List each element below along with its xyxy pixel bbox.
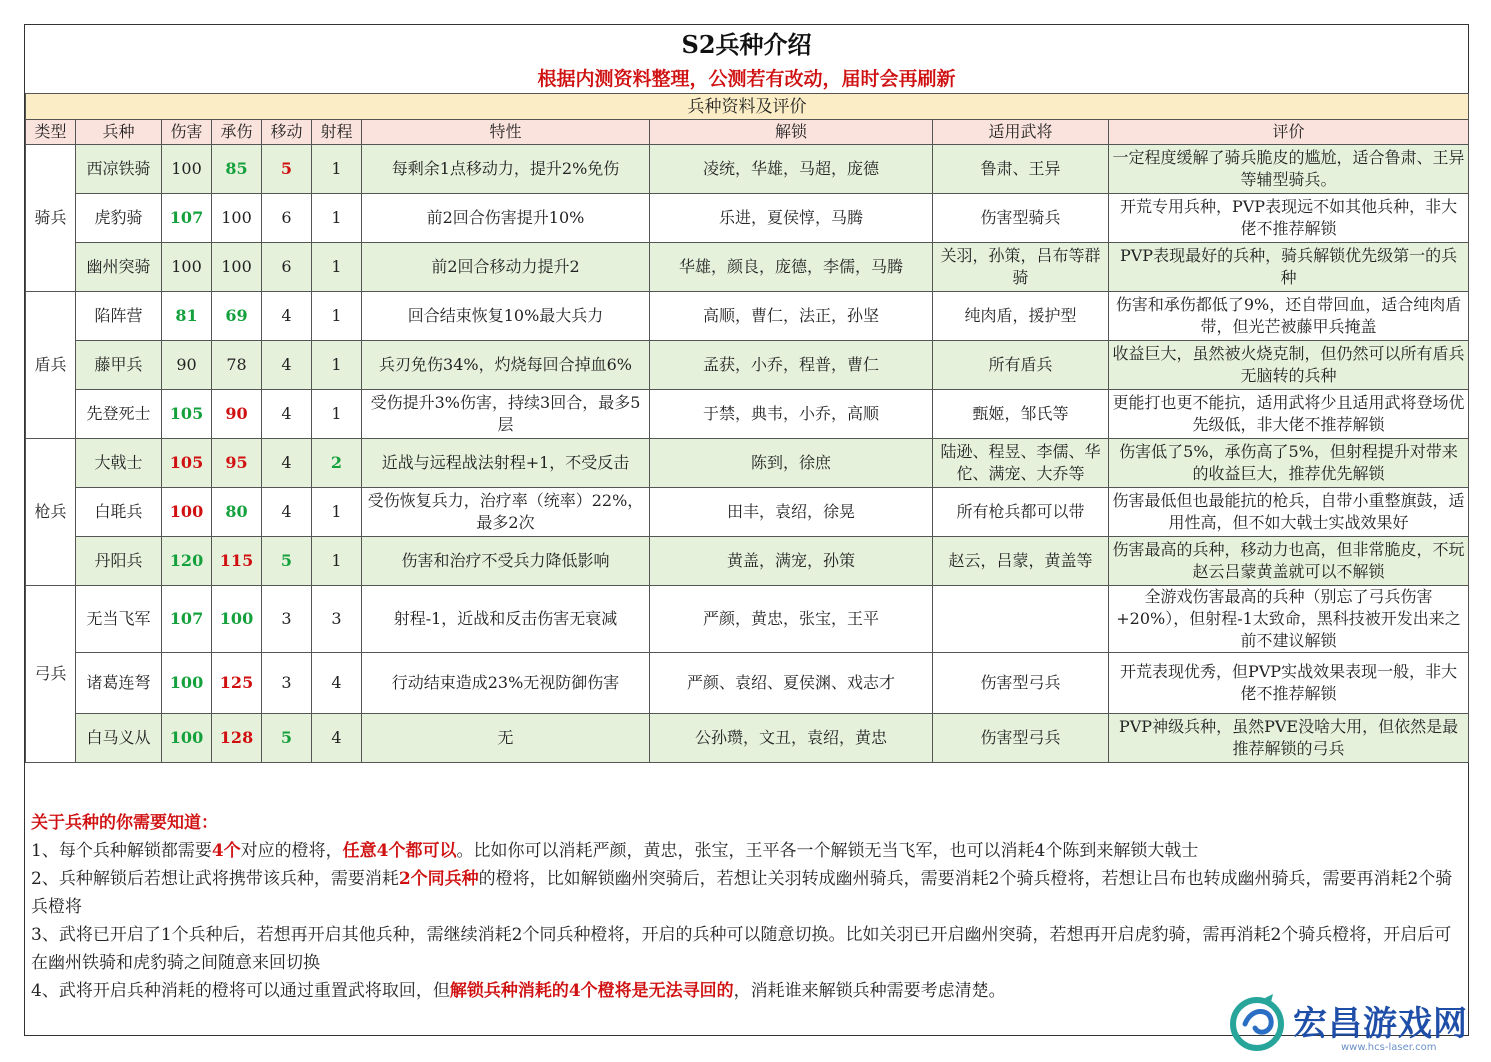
- review-text: PVP神级兵种，虽然PVE没啥大用，但依然是最推荐解锁的弓兵: [1109, 714, 1469, 763]
- damage-value: 81: [162, 292, 212, 341]
- unlock-text: 公孙瓒，文丑，袁绍，黄忠: [650, 714, 933, 763]
- unit-name: 无当飞军: [76, 586, 162, 653]
- range-value: 1: [312, 145, 362, 194]
- column-header: 移动: [262, 120, 312, 145]
- column-header: 解锁: [650, 120, 933, 145]
- review-text: 开荒专用兵种，PVP表现远不如其他兵种，非大佬不推荐解锁: [1109, 194, 1469, 243]
- range-value: 1: [312, 488, 362, 537]
- trait-text: 射程-1，近战和反击伤害无衰减: [362, 586, 650, 653]
- page-title: S2兵种介绍: [681, 30, 812, 59]
- unit-type-cell: 弓兵: [26, 586, 76, 763]
- unlock-text: 陈到，徐庶: [650, 439, 933, 488]
- damage-value: 100: [162, 714, 212, 763]
- move-value: 4: [262, 292, 312, 341]
- move-value: 4: [262, 390, 312, 439]
- unit-type-cell: 骑兵: [26, 145, 76, 292]
- column-header: 适用武将: [933, 120, 1109, 145]
- move-value: 4: [262, 439, 312, 488]
- tank-value: 80: [212, 488, 262, 537]
- range-value: 1: [312, 243, 362, 292]
- range-value: 1: [312, 390, 362, 439]
- damage-value: 105: [162, 390, 212, 439]
- range-value: 4: [312, 653, 362, 714]
- range-value: 1: [312, 292, 362, 341]
- review-text: 伤害最低但也最能抗的枪兵，自带小重整旗鼓，适用性高，但不如大戟士实战效果好: [1109, 488, 1469, 537]
- tank-value: 90: [212, 390, 262, 439]
- trait-text: 无: [362, 714, 650, 763]
- review-text: 更能打也更不能抗，适用武将少且适用武将登场优先级低，非大佬不推荐解锁: [1109, 390, 1469, 439]
- move-value: 3: [262, 586, 312, 653]
- damage-value: 105: [162, 439, 212, 488]
- table-row: [26, 243, 1469, 292]
- trait-text: 回合结束恢复10%最大兵力: [362, 292, 650, 341]
- generals-text: 鲁肃、王异: [933, 145, 1109, 194]
- unit-name: 陷阵营: [76, 292, 162, 341]
- unlock-text: 于禁，典韦，小乔，高顺: [650, 390, 933, 439]
- column-header: 特性: [362, 120, 650, 145]
- trait-text: 行动结束造成23%无视防御伤害: [362, 653, 650, 714]
- move-value: 6: [262, 194, 312, 243]
- damage-value: 90: [162, 341, 212, 390]
- trait-text: 兵刃免伤34%，灼烧每回合掉血6%: [362, 341, 650, 390]
- generals-text: 甄姬，邹氏等: [933, 390, 1109, 439]
- review-text: 一定程度缓解了骑兵脆皮的尴尬，适合鲁肃、王异等辅型骑兵。: [1109, 145, 1469, 194]
- tank-value: 125: [212, 653, 262, 714]
- unit-name: 西凉铁骑: [76, 145, 162, 194]
- trait-text: 伤害和治疗不受兵力降低影响: [362, 537, 650, 586]
- unit-name: 大戟士: [76, 439, 162, 488]
- review-text: 全游戏伤害最高的兵种（别忘了弓兵伤害+20%），但射程-1太致命，黑科技被开发出来之前不建议解锁: [1109, 586, 1469, 653]
- damage-value: 100: [162, 243, 212, 292]
- damage-value: 100: [162, 653, 212, 714]
- unit-name: 白毦兵: [76, 488, 162, 537]
- column-header: 评价: [1109, 120, 1469, 145]
- table-row: [26, 145, 1469, 194]
- damage-value: 100: [162, 488, 212, 537]
- site-watermark: [1221, 988, 1481, 1058]
- table-row: [26, 341, 1469, 390]
- section-title: 兵种资料及评价: [26, 94, 1469, 120]
- unlock-text: 田丰，袁绍，徐晃: [650, 488, 933, 537]
- table-row: [26, 537, 1469, 586]
- trait-text: 每剩余1点移动力，提升2%免伤: [362, 145, 650, 194]
- table-row: [26, 714, 1469, 763]
- move-value: 4: [262, 341, 312, 390]
- unlock-text: 严颜、袁绍、夏侯渊、戏志才: [650, 653, 933, 714]
- table-row: [26, 488, 1469, 537]
- move-value: 5: [262, 145, 312, 194]
- tank-value: 100: [212, 194, 262, 243]
- column-header: 射程: [312, 120, 362, 145]
- generals-text: 纯肉盾，援护型: [933, 292, 1109, 341]
- review-text: 伤害最高的兵种，移动力也高，但非常脆皮，不玩赵云吕蒙黄盖就可以不解锁: [1109, 537, 1469, 586]
- trait-text: 受伤提升3%伤害，持续3回合，最多5层: [362, 390, 650, 439]
- note-2: 2、兵种解锁后若想让武将携带该兵种，需要消耗2个同兵种的橙将，比如解锁幽州突骑后，若想让关羽转成幽州骑兵，需要消耗2个骑兵橙将，若想让吕布也转成幽州骑兵，需要再消耗2个骑兵橙将: [31, 869, 1453, 917]
- tank-value: 85: [212, 145, 262, 194]
- generals-text: 陆逊、程昱、李儒、华佗、满宠、大乔等: [933, 439, 1109, 488]
- unit-table: [25, 93, 1469, 763]
- tank-value: 69: [212, 292, 262, 341]
- damage-value: 107: [162, 586, 212, 653]
- range-value: 2: [312, 439, 362, 488]
- watermark-name: 宏昌游戏网: [1293, 1004, 1468, 1044]
- tank-value: 128: [212, 714, 262, 763]
- damage-value: 107: [162, 194, 212, 243]
- tank-value: 78: [212, 341, 262, 390]
- unlock-text: 孟获，小乔，程普，曹仁: [650, 341, 933, 390]
- unlock-text: 严颜，黄忠，张宝，王平: [650, 586, 933, 653]
- table-row: [26, 390, 1469, 439]
- range-value: 4: [312, 714, 362, 763]
- table-row: [26, 439, 1469, 488]
- unit-name: 白马义从: [76, 714, 162, 763]
- tank-value: 100: [212, 586, 262, 653]
- column-header: 承伤: [212, 120, 262, 145]
- unit-type-cell: 枪兵: [26, 439, 76, 586]
- note-3: 3、武将已开启了1个兵种后，若想再开启其他兵种，需继续消耗2个同兵种橙将，开启的兵种可以随意切换。比如关羽已开启幽州突骑，若想再开启虎豹骑，需再消耗2个骑兵橙将，开启后可在幽州铁骑和虎豹骑之间随意来回切换: [31, 925, 1452, 973]
- unlock-text: 黄盖，满宠，孙策: [650, 537, 933, 586]
- tank-value: 115: [212, 537, 262, 586]
- notes-heading: 关于兵种的你需要知道：: [31, 813, 218, 833]
- unit-type-cell: 盾兵: [26, 292, 76, 439]
- column-header: 类型: [26, 120, 76, 145]
- move-value: 4: [262, 488, 312, 537]
- tank-value: 100: [212, 243, 262, 292]
- column-header: 伤害: [162, 120, 212, 145]
- watermark-url: www.hcs-laser.com: [1341, 1042, 1437, 1053]
- review-text: 伤害和承伤都低了9%，还自带回血，适合纯肉盾带，但光芒被藤甲兵掩盖: [1109, 292, 1469, 341]
- generals-text: 赵云，吕蒙，黄盖等: [933, 537, 1109, 586]
- note-4: 4、武将开启兵种消耗的橙将可以通过重置武将取回，但解锁兵种消耗的4个橙将是无法寻回的，消耗谁来解锁兵种需要考虑清楚。: [31, 981, 1006, 1001]
- move-value: 3: [262, 653, 312, 714]
- unit-name: 藤甲兵: [76, 341, 162, 390]
- unit-name: 诸葛连弩: [76, 653, 162, 714]
- review-text: 伤害低了5%，承伤高了5%，但射程提升对带来的收益巨大，推荐优先解锁: [1109, 439, 1469, 488]
- table-row: [26, 292, 1469, 341]
- table-row: [26, 586, 1469, 653]
- generals-text: 关羽，孙策，吕布等群骑: [933, 243, 1109, 292]
- generals-text: 伤害型骑兵: [933, 194, 1109, 243]
- generals-text: 伤害型弓兵: [933, 714, 1109, 763]
- move-value: 5: [262, 714, 312, 763]
- range-value: 1: [312, 341, 362, 390]
- damage-value: 120: [162, 537, 212, 586]
- trait-text: 前2回合伤害提升10%: [362, 194, 650, 243]
- page-subtitle: 根据内测资料整理，公测若有改动，届时会再刷新: [537, 68, 956, 90]
- trait-text: 受伤恢复兵力，治疗率（统率）22%，最多2次: [362, 488, 650, 537]
- table-row: [26, 653, 1469, 714]
- unit-name: 丹阳兵: [76, 537, 162, 586]
- generals-text: [933, 586, 1109, 653]
- unlock-text: 华雄，颜良，庞德，李儒，马腾: [650, 243, 933, 292]
- tank-value: 95: [212, 439, 262, 488]
- move-value: 5: [262, 537, 312, 586]
- range-value: 3: [312, 586, 362, 653]
- damage-value: 100: [162, 145, 212, 194]
- generals-text: 伤害型弓兵: [933, 653, 1109, 714]
- range-value: 1: [312, 194, 362, 243]
- unlock-text: 高顺，曹仁，法正，孙坚: [650, 292, 933, 341]
- unlock-text: 凌统，华雄，马超，庞德: [650, 145, 933, 194]
- review-text: 收益巨大，虽然被火烧克制，但仍然可以所有盾兵无脑转的兵种: [1109, 341, 1469, 390]
- spreadsheet: [24, 24, 1469, 1036]
- column-header: 兵种: [76, 120, 162, 145]
- generals-text: 所有盾兵: [933, 341, 1109, 390]
- move-value: 6: [262, 243, 312, 292]
- unit-name: 虎豹骑: [76, 194, 162, 243]
- generals-text: 所有枪兵都可以带: [933, 488, 1109, 537]
- unlock-text: 乐进，夏侯惇，马腾: [650, 194, 933, 243]
- note-1: 1、每个兵种解锁都需要4个对应的橙将，任意4个都可以。比如你可以消耗严颜，黄忠，张宝，王平各一个解锁无当飞军，也可以消耗4个陈到来解锁大戟士: [31, 841, 1199, 861]
- range-value: 1: [312, 537, 362, 586]
- trait-text: 近战与远程战法射程+1，不受反击: [362, 439, 650, 488]
- review-text: 开荒表现优秀，但PVP实战效果表现一般，非大佬不推荐解锁: [1109, 653, 1469, 714]
- table-row: [26, 194, 1469, 243]
- notes-section: [31, 809, 1461, 1005]
- trait-text: 前2回合移动力提升2: [362, 243, 650, 292]
- unit-name: 幽州突骑: [76, 243, 162, 292]
- dragon-logo-icon: [1225, 990, 1289, 1054]
- review-text: PVP表现最好的兵种，骑兵解锁优先级第一的兵种: [1109, 243, 1469, 292]
- unit-name: 先登死士: [76, 390, 162, 439]
